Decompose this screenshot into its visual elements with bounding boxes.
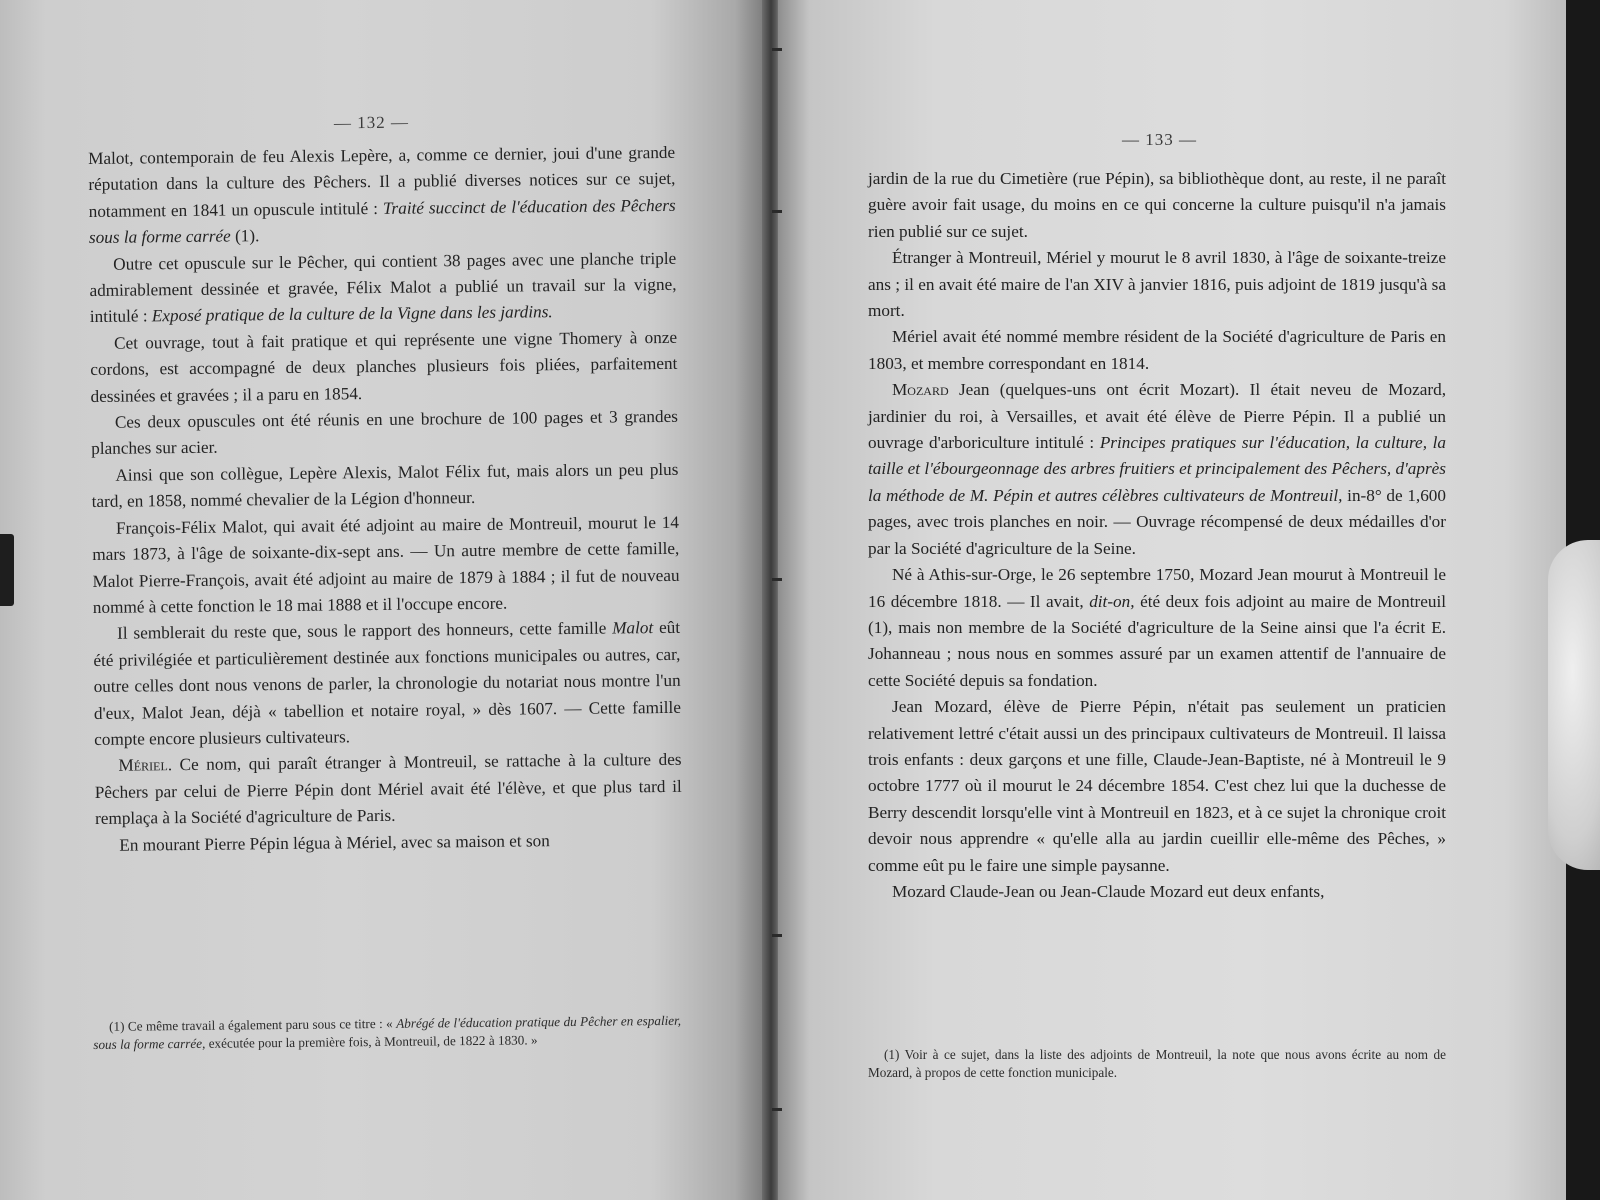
text-run: Mozard Claude-Jean ou Jean-Claude Mozard eut deux enfants,: [892, 881, 1325, 901]
text-run: Ces deux opuscules ont été réunis en une brochure de 100 pages et 3 grandes planches sur acier.: [91, 406, 678, 459]
italic-title: dit-on,: [1089, 591, 1135, 611]
binding-stitch: [772, 578, 782, 581]
text-run: in-8° de 1,600 pages, avec trois planches en noir. — Ouvrage récompensé de deux médailles d'or par la Société d'agriculture de la Seine.: [868, 485, 1446, 558]
paragraph: [90, 325, 678, 410]
text-run: Né à Athis-sur-Orge, le 26 septembre 1750, Mozard Jean mourut à Montreuil le 16 décembre 1818. — Il avait,: [868, 565, 1446, 611]
text-run: Outre cet opuscule sur le Pêcher, qui contient 38 pages avec une planche triple admirablement dessinée et gravée, Félix Malot a publié un travail sur la vigne, intitulé :: [89, 248, 677, 327]
entry-name: Mériel.: [118, 755, 173, 776]
paragraph: [868, 324, 1446, 377]
left-page: [0, 0, 766, 1200]
binding-stitch: [772, 48, 782, 51]
italic-title: Abrégé de l'éducation pratique du Pêcher en espalier, sous la forme carrée: [93, 1012, 682, 1052]
page-number-right: — 133 —: [1122, 130, 1197, 149]
text-run: , exécutée pour la première fois, à Montreuil, de 1822 à 1830. »: [201, 1032, 538, 1051]
text-run: Mériel avait été nommé membre résident de la Société d'agriculture de Paris en 1803, et membre correspondant en 1814.: [868, 327, 1446, 373]
right-page-body: [868, 166, 1446, 905]
paragraph: [868, 245, 1446, 324]
paragraph: [91, 457, 679, 516]
binding-stitch: [772, 934, 782, 937]
text-run: Cet ouvrage, tout à fait pratique et qui représente une vigne Thomery à onze cordons, est accompagné de deux planches plusieurs fois pliées, parfaitement dessinées et gravées ; il a paru en 1854.: [90, 327, 678, 406]
paragraph: [88, 140, 676, 252]
text-run: Jean Mozard, élève de Pierre Pépin, n'était pas seulement un praticien relativement lettré c'était aussi un des principaux cultivateurs de Montreuil. Il laissa trois enfants : deux garçons et une fille, Claude-Jean-Baptiste, né à Montreuil le 9 octobre 1777 où il mourut le 24 décembre 1854. C'est chez lui que la duchesse de Berry descendit lorsqu'elle vint à Montreuil en 1823, et à ce sujet la chronique croit devoir nous apprendre « qu'elle alla au jardin cueillir elle-même des Pêches, » comme eût pu le faire une simple paysanne.: [868, 697, 1446, 875]
paragraph: [92, 510, 680, 622]
page-number-left: — 132 —: [333, 112, 410, 133]
text-run: (1) Ce même travail a également paru sous ce titre : «: [109, 1015, 397, 1034]
italic-title: Principes pratiques sur l'éducation, la culture, la taille et l'ébourgeonnage des arbres fruitiers et principalement des Pêchers, d'après la méthode de M. Pépin et autres célèbres cultivateurs de Montreuil,: [868, 433, 1446, 505]
text-run: François-Félix Malot, qui avait été adjoint au maire de Montreuil, mourut le 14 mars 1873, à l'âge de soixante-dix-sept ans. — Un autre membre de cette famille, Malot Pierre-François, avait été adjoint au maire de 1879 à 1884 ; il fut de nouveau nommé à cette fonction le 18 mai 1888 et il l'occupe encore.: [92, 512, 680, 617]
text-run: Malot, contemporain de feu Alexis Lepère, a, comme ce dernier, joui d'une grande réputation dans la culture des Pêchers. Il a publié diverses notices sur ce sujet, notamment en 1841 un opuscule intitulé :: [88, 142, 676, 221]
paragraph: [95, 826, 682, 859]
holding-thumb: [1548, 540, 1600, 870]
left-page-body: [88, 140, 682, 859]
paragraph: [868, 879, 1446, 905]
binding-stitch: [772, 1108, 782, 1111]
italic-title: Exposé pratique de la culture de la Vigne dans les jardins.: [151, 302, 553, 326]
text-run: Jean (quelques-uns ont écrit Mozart). Il était neveu de Mozard, jardinier du roi, à Versailles, et avait été élève de Pierre Pépin. Il a publié un ouvrage d'arboriculture intitulé :: [868, 380, 1446, 453]
paragraph: [868, 694, 1446, 879]
italic-title: Malot: [612, 618, 654, 638]
paragraph: [91, 404, 679, 463]
footnote-text: [868, 1046, 1446, 1082]
left-page-footnote: [93, 1012, 681, 1054]
text-run: eût été privilégiée et particulièrement destinée aux fonctions municipales ou autres, car, outre celles dont nous venons de parler, la chronologie du notariat nous montre l'un d'eux, Malot Jean, déjà « tabellion et notaire royal, » dès 1607. — Cette famille compte encore plusieurs cultivateurs.: [93, 618, 682, 749]
text-run: Il semblerait du reste que, sous le rapport des honneurs, cette famille: [117, 618, 613, 644]
paragraph: [93, 615, 681, 753]
text-run: (1) Voir à ce sujet, dans la liste des adjoints de Montreuil, la note que nous avons écrite au nom de Mozard, à propos de cette fonction municipale.: [868, 1047, 1446, 1080]
footnote-text: [93, 1012, 681, 1054]
text-run: (1).: [230, 226, 260, 246]
paragraph: [94, 747, 682, 832]
right-page-footnote: [868, 1046, 1446, 1082]
paragraph: [89, 245, 677, 330]
text-run: Ce nom, qui paraît étranger à Montreuil, se rattache à la culture des Pêchers par celui de Pierre Pépin dont Mériel avait été l'élève, et que plus tard il remplaça à la Société d'agriculture de Paris.: [94, 750, 682, 829]
paragraph: [868, 166, 1446, 245]
page-edge-tab: [0, 534, 14, 606]
text-run: Étranger à Montreuil, Mériel y mourut le 8 avril 1830, à l'âge de soixante-treize ans ; il en avait été maire de l'an XIV à janvier 1816, puis adjoint de 1819 jusqu'à sa mort.: [868, 248, 1446, 321]
text-run: En mourant Pierre Pépin légua à Mériel, avec sa maison et son: [119, 830, 550, 855]
text-run: Ainsi que son collègue, Lepère Alexis, Malot Félix fut, mais alors un peu plus tard, en 1858, nommé chevalier de la Légion d'honneur.: [91, 459, 679, 512]
italic-title: Traité succinct de l'éducation des Pêchers sous la forme carrée: [88, 195, 676, 248]
paragraph: [868, 377, 1446, 562]
text-run: jardin de la rue du Cimetière (rue Pépin), sa bibliothèque dont, au reste, il ne paraît guère avoir fait usage, du moins en ce qui concerne la culture puisqu'il n'a jamais rien publié sur ce sujet.: [868, 169, 1446, 241]
text-run: été deux fois adjoint au maire de Montreuil (1), mais non membre de la Société d'agriculture de la Seine ainsi que l'a écrit E. Johanneau ; nous nous en sommes assuré par un examen attentif de l'annuaire de cette Société depuis sa fondation.: [868, 591, 1446, 690]
entry-name: Mozard: [892, 380, 949, 400]
paragraph: [868, 562, 1446, 694]
binding-stitch: [772, 210, 782, 213]
right-page: [778, 0, 1568, 1200]
